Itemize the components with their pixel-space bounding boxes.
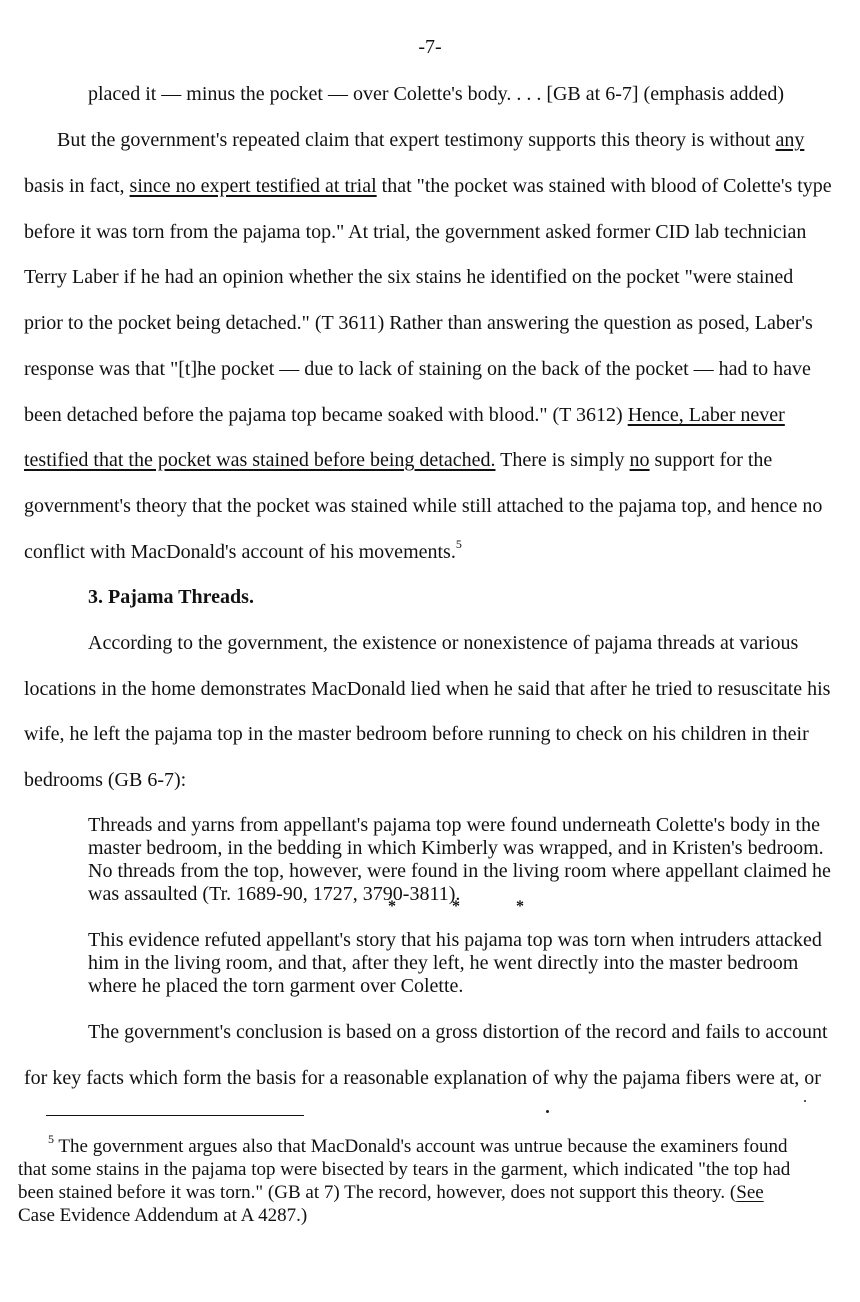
text: been detached before the pajama top became soaked with blood." (T 3612): [24, 404, 628, 426]
text: No threads from the top, however, were found in the living room where appellant claimed he: [88, 860, 831, 882]
text: bedrooms (GB 6-7):: [24, 769, 187, 791]
text: that "the pocket was stained with blood of Colette's type: [376, 175, 832, 197]
heading-text: 3. Pajama Threads.: [88, 586, 254, 608]
text: was assaulted (Tr. 1689-90, 1727, 3790-3811).: [88, 883, 461, 905]
text: been stained before it was torn." (GB at 7) The record, however, does not support this theory. (: [18, 1182, 737, 1203]
text: placed it — minus the pocket — over Colette's body. . . . [GB at 6-7] (emphasis added): [88, 83, 785, 105]
text: But the government's repeated claim that expert testimony supports this theory is without: [57, 129, 776, 151]
text: government's theory that the pocket was stained while still attached to the pajama top, and hence no: [24, 495, 823, 517]
text-line-7: [24, 357, 811, 381]
text: wife, he left the pajama top in the master bedroom before running to check on his children in their: [24, 723, 809, 745]
footnote-separator: [46, 1115, 304, 1116]
ellipsis-stars: * * *: [388, 898, 550, 915]
emphasis-testified: testified that the pocket was stained before being detached.: [24, 449, 496, 471]
text-line-9: [24, 448, 772, 472]
emphasis-no-expert: since no expert testified at trial: [129, 175, 377, 197]
text: conflict with MacDonald's account of his movements.: [24, 541, 456, 563]
text: that some stains in the pajama top were bisected by tears in the garment, which indicated "the top had: [18, 1159, 791, 1180]
text: response was that "[t]he pocket — due to lack of staining on the back of the pocket — had to have: [24, 358, 811, 380]
text-line-16: [88, 1020, 828, 1044]
footnote-line-3: [18, 1182, 764, 1204]
footnote-marker: 5: [455, 537, 462, 552]
text: prior to the pocket being detached." (T 3611) Rather than answering the question as posed, Laber's: [24, 312, 813, 334]
text-line-4: [24, 220, 806, 244]
quote-line-5: [88, 929, 822, 951]
quote-line-1: [88, 814, 820, 836]
text: Threads and yarns from appellant's pajama top were found underneath Colette's body in the: [88, 814, 820, 836]
quote-line-2: [88, 837, 824, 859]
text: master bedroom, in the bedding in which Kimberly was wrapped, and in Kristen's bedroom.: [88, 837, 824, 859]
text-line-3: [24, 174, 832, 198]
footnote-number: 5: [48, 1131, 54, 1146]
text-line-6: [24, 311, 813, 335]
text: for key facts which form the basis for a reasonable explanation of why the pajama fibers were at, or: [24, 1067, 821, 1089]
emphasis-hence: Hence, Laber never: [627, 404, 785, 426]
text-line-8: [24, 403, 785, 427]
text-line-13: [24, 677, 830, 701]
text: before it was torn from the pajama top." At trial, the government asked former CID lab technician: [24, 221, 807, 243]
text: him in the living room, and that, after they left, he went directly into the master bedroom: [88, 952, 799, 974]
text: According to the government, the existence or nonexistence of pajama threads at various: [88, 632, 799, 654]
text: Case Evidence Addendum at A 4287.): [18, 1205, 308, 1226]
footnote-line-1: [48, 1131, 788, 1158]
text: locations in the home demonstrates MacDonald lied when he said that after he tried to resuscitate his: [24, 678, 831, 700]
scan-speck: [804, 1100, 806, 1102]
page-number: -7-: [418, 36, 442, 58]
quote-line-7: [88, 975, 463, 997]
text-line-12: [88, 631, 798, 655]
text: There is simply: [495, 449, 630, 471]
emphasis-no: no: [629, 449, 650, 471]
quote-line-3: [88, 860, 831, 882]
text-line-2: [57, 128, 804, 152]
text: The government argues also that MacDonald's account was untrue because the examiners found: [54, 1136, 788, 1157]
citation-signal-see: See: [736, 1182, 764, 1203]
quote-line-6: [88, 952, 798, 974]
text-line-14: [24, 722, 809, 746]
text: The government's conclusion is based on a gross distortion of the record and fails to account: [88, 1021, 828, 1043]
text-line-5: [24, 265, 793, 289]
text-line-10: [24, 494, 822, 518]
footnote-line-2: [18, 1159, 790, 1181]
scan-speck: [546, 1110, 549, 1113]
section-heading: [88, 585, 254, 609]
text: where he placed the torn garment over Colette.: [88, 975, 464, 997]
text-line-15: [24, 768, 186, 792]
text: Terry Laber if he had an opinion whether the six stains he identified on the pocket "were stained: [24, 266, 794, 288]
text-line-11: [24, 537, 462, 564]
text-line-1: [88, 82, 784, 106]
text: basis in fact,: [24, 175, 130, 197]
footnote-line-4: [18, 1205, 307, 1227]
text-line-17: [24, 1066, 821, 1090]
text: support for the: [649, 449, 773, 471]
text: This evidence refuted appellant's story that his pajama top was torn when intruders attacked: [88, 929, 822, 951]
emphasis-any: any: [775, 129, 805, 151]
